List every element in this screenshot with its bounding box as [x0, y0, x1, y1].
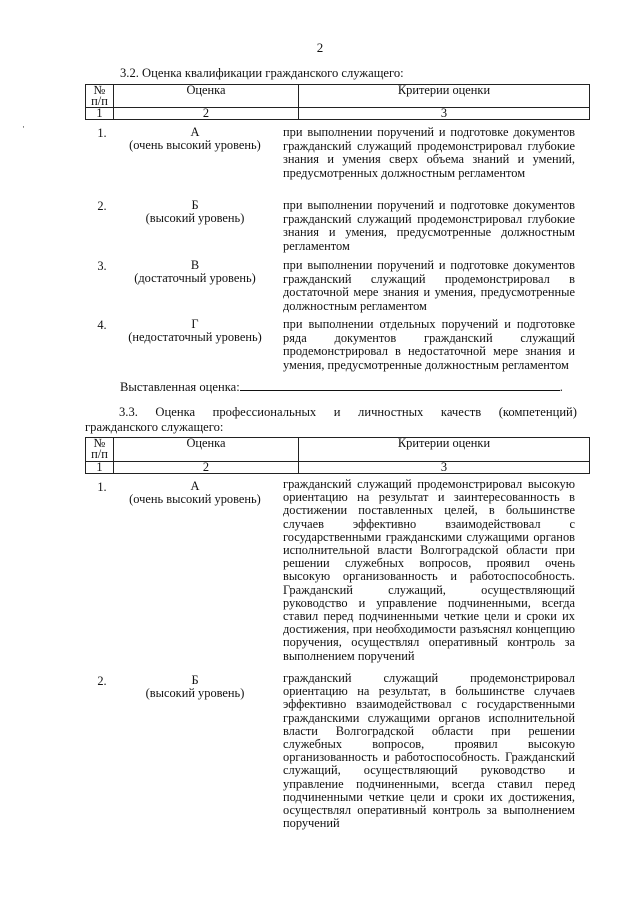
- rating-level: Г (недостаточный уровень): [128, 317, 262, 344]
- col-number-3: 3: [299, 462, 590, 474]
- header-no: № п/п: [86, 438, 114, 462]
- section-32-table-header: [85, 84, 590, 120]
- criteria-text: при выполнении поручений и подготовке документов гражданский служащий продемонстрировал глубокие знания и умения сверх объема знаний и умений, предусмотренных должностным регламентом: [283, 125, 575, 180]
- section-33-table-header: [85, 437, 590, 474]
- assigned-rating: Выставленная оценка: .: [120, 380, 563, 394]
- row-number: 2.: [97, 674, 107, 688]
- page-number: 2: [316, 40, 324, 55]
- criteria-text: при выполнении поручений и подготовке документов гражданский служащий продемонстрировал глубокие знания и умения, предусмотренные должностным регламентом: [283, 198, 575, 253]
- criteria-text: гражданский служащий продемонстрировал высокую ориентацию на результат и заинтересованность в достижении поставленных целей, в большинстве случаев эффективно взаимодействовал с государственными гражданскими служащими органов исполнительной власти Волгоградской области при решении служебных вопросов, проявил очень высокую организованность и работоспособность. Гражданский служащий, осуществляющий руководство и управление подчиненными, всегда ставил перед подчиненными четкие цели и сроки их достижения, при необходимости разъяснял концепцию поручения, осуществлял оперативный контроль за выполнением поручений: [283, 477, 575, 663]
- rating-level: А (очень высокий уровень): [129, 125, 261, 152]
- header-no: № п/п: [86, 85, 114, 108]
- criteria-text: при выполнении отдельных поручений и подготовке ряда документов гражданский служащий продемонстрировал в недостаточной мере знания и умения, предусмотренные должностным регламентом: [283, 317, 575, 372]
- col-number-1: 1: [86, 462, 114, 474]
- section-33-heading: 3.3. Оценка профессиональных и личностных качеств (компетенций) гражданского служащего:: [85, 405, 577, 434]
- row-number: 2.: [97, 199, 107, 213]
- col-number-3: 3: [299, 108, 590, 120]
- rating-level: Б (высокий уровень): [145, 198, 245, 225]
- header-criteria: Критерии оценки: [299, 438, 590, 462]
- assigned-rating-blank: [240, 379, 560, 391]
- col-number-2: 2: [114, 108, 299, 120]
- col-number-2: 2: [114, 462, 299, 474]
- row-number: 1.: [97, 126, 107, 140]
- section-32-heading: 3.2. Оценка квалификации гражданского служащего:: [120, 66, 404, 80]
- row-number: 4.: [97, 318, 107, 332]
- rating-level: А (очень высокий уровень): [129, 479, 261, 506]
- criteria-text: при выполнении поручений и подготовке документов гражданский служащий продемонстрировал в достаточной мере знания и умения, предусмотренные должностным регламентом: [283, 258, 575, 313]
- rating-level: Б (высокий уровень): [145, 673, 245, 700]
- criteria-text: гражданский служащий продемонстрировал ориентацию на результат, в большинстве случаев эффективно взаимодействовал с государственными гражданскими служащими органов исполнительной власти Волгоградской области при решении служебных вопросов, проявил высокую организованность и работоспособность. Гражданский служащий, осуществляющий руководство и управление подчиненными, всегда ставил перед подчиненными четкие цели и сроки их достижения, осуществлял оперативный контроль за выполнением поручений: [283, 671, 575, 831]
- assigned-rating-label: Выставленная оценка:: [120, 380, 240, 394]
- margin-mark: ·: [22, 122, 25, 132]
- header-rating: Оценка: [114, 438, 299, 462]
- rating-level: В (достаточный уровень): [134, 258, 256, 285]
- header-rating: Оценка: [114, 85, 299, 108]
- header-criteria: Критерии оценки: [299, 85, 590, 108]
- col-number-1: 1: [86, 108, 114, 120]
- row-number: 1.: [97, 480, 107, 494]
- row-number: 3.: [97, 259, 107, 273]
